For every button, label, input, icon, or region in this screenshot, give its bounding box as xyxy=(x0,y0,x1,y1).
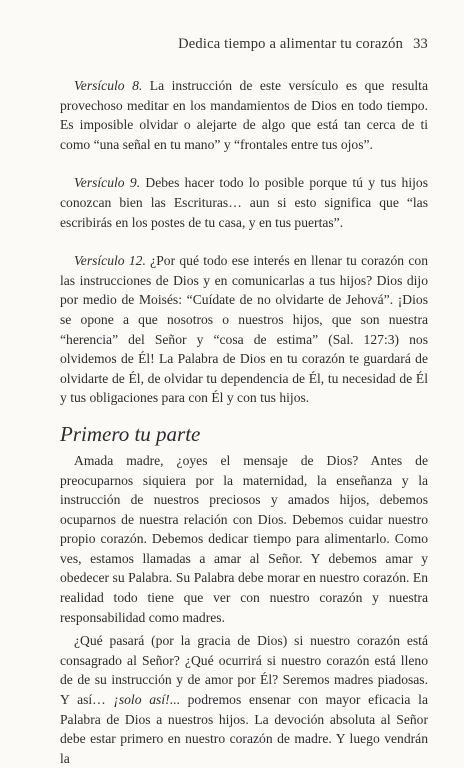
verse-text: La instrucción de este versículo es que resulta provechoso meditar en los mandamientos de Dios en todo tiempo. Es imposible olvidar o alejarte de algo que está tan cerca de ti como “una señal en tu mano” y “frontales entre tus ojos”. xyxy=(60,78,428,152)
verse-12-paragraph xyxy=(60,251,428,408)
body-paragraph xyxy=(60,631,428,768)
verse-8-paragraph xyxy=(60,76,428,154)
verse-9-paragraph xyxy=(60,173,428,232)
paragraph-text: ... podremos ensenar con mayor eficacia la Palabra de Dios a nuestros hijos. La devoción absoluta al Señor debe estar primero en nuestro corazón de madre. Y luego vendrán la xyxy=(60,692,428,766)
page-body xyxy=(60,76,428,768)
verse-text: ¿Por qué todo ese interés en llenar tu corazón con las instrucciones de Dios y en comunicarlas a tus hijos? Dios dijo por medio de Moisés: “Cuídate de no olvidarte de Jehová”. ¡Dios se opone a que nosotros o nuestros hijos, que son nuestra “herencia” del Señor y “cosa de estima” (Sal. 127:3) nos olvidemos de Él! La Palabra de Dios en tu corazón te guardará de olvidarte de Él, de olvidar tu dependencia de Él, tu necesidad de Él y tus obligaciones para con Él y con tus hijos. xyxy=(60,253,429,406)
section-heading: Primero tu parte xyxy=(60,421,201,446)
emphasis-text: ¡solo así! xyxy=(113,692,170,708)
running-header xyxy=(178,36,428,53)
verse-label: Versículo 8. xyxy=(74,78,143,93)
paragraph-text: ¿Qué pasará (por la gracia de Dios) si nuestro corazón está consagrado al Señor? ¿Qué ocurrirá si nuestro corazón está lleno de de su instrucción y de amor por Él? Seremos madres piadosas. Y así… xyxy=(60,633,428,708)
verse-label: Versículo 12. xyxy=(74,253,146,269)
body-paragraph: Amada madre, ¿oyes el mensaje de Dios? Antes de preocuparnos siquiera por la maternidad, la enseñanza y la instrucción de nuestros preciosos y amados hijos, debemos ocuparnos de nuestra relación con Dios. Debemos cuidar nuestro propio corazón. Debemos dedicar tiempo para alimentarlo. Como ves, estamos llamadas a amar al Señor. Y debemos amar y obedecer su Palabra. Su Palabra debe morar en nuestro corazón. En realidad todo tiene que ver con nuestro corazón y nuestra responsabilidad como madres. xyxy=(60,452,428,625)
verse-text: Debes hacer todo lo posible porque tú y tus hijos conozcan bien las Escrituras… aun si esto significa que “las escribirás en los postes de tu casa, y en tus puertas”. xyxy=(60,175,428,230)
page-number: 33 xyxy=(413,36,428,52)
running-title: Dedica tiempo a alimentar tu corazón xyxy=(178,36,404,52)
verse-label: Versículo 9. xyxy=(74,175,141,191)
